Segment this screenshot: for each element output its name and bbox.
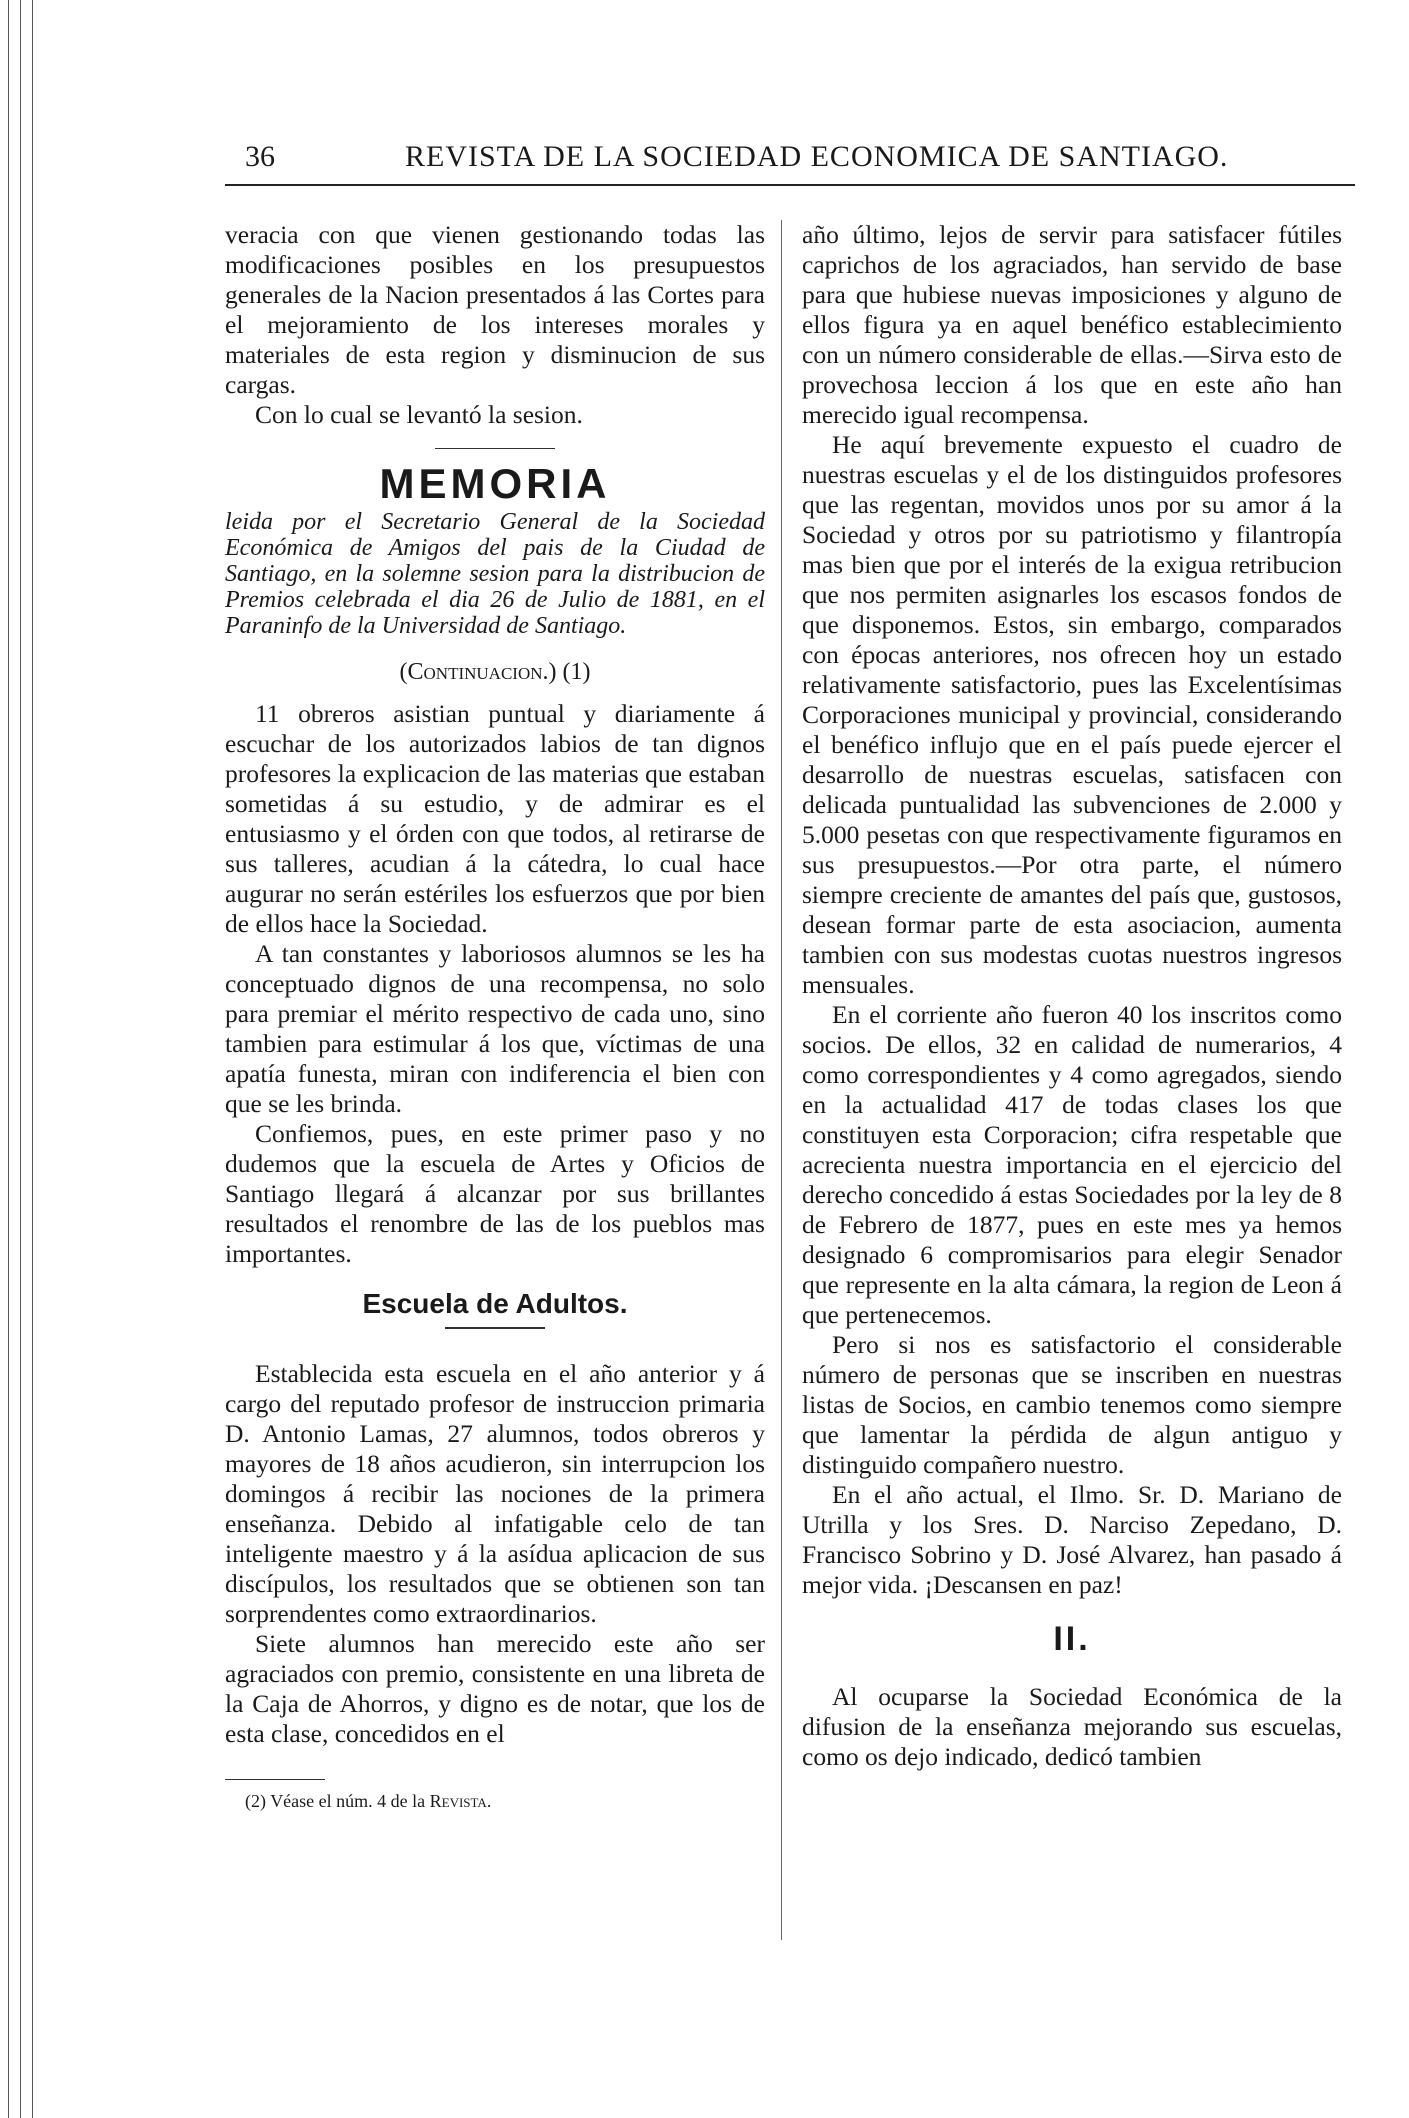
memoria-title: MEMORIA <box>379 460 611 507</box>
section-heading-ii: II. <box>1053 1620 1091 1658</box>
binding-line <box>20 0 21 2118</box>
paragraph: Con lo cual se levantó la sesion. <box>255 400 583 429</box>
paragraph: Establecida esta escuela en el año anterior y á cargo del reputado profesor de instruccion primaria D. Antonio Lamas, 27 alumnos, todos obreros y mayores de 18 años acudieron, sin interrupcion los domingos á recibir las nociones de la primera enseñanza. Debido al infatigable celo de tan inteligente maestro y á la asídua aplicacion de sus discípulos, los resultados que se obtienen son tan sorprendentes como extraordinarios. <box>225 1359 765 1628</box>
memoria-subtitle: leida por el Secretario General de la Sociedad Económica de Amigos del pais de la Ciudad de Santiago, en la solemne sesion para la distribucion de Premios celebrada el dia 26 de Julio de 1881, en el Paraninfo de la Universidad de Santiago. <box>225 509 765 639</box>
continuacion-label: (Continuacion.) <box>399 659 557 685</box>
paragraph: En el corriente año fueron 40 los inscritos como socios. De ellos, 32 en calidad de numerarios, 4 como correspondientes y 4 como agregados, siendo en la actualidad 417 de todas clases los que constituyen esta Corporacion; cifra respetable que acrecienta nuestra importancia en el ejercicio del derecho concedido á estas Sociedades por la ley de 8 de Febrero de 1877, pues en este mes ya hemos designado 6 compromisarios para elegir Senador que represente en la alta cámara, la region de Leon á que pertenecemos. <box>802 1000 1342 1329</box>
page-header <box>225 140 1355 186</box>
journal-page <box>225 140 1355 1811</box>
column-divider <box>781 220 782 1940</box>
paragraph: En el año actual, el Ilmo. Sr. D. Mariano de Utrilla y los Sres. D. Narciso Zepedano, D. Francisco Sobrino y D. José Alvarez, han pasado á mejor vida. ¡Descansen en paz! <box>802 1480 1342 1599</box>
paragraph: veracia con que vienen gestionando todas las modificaciones posibles en los presupuestos generales de la Nacion presentados á las Cortes para el mejoramiento de los intereses morales y materiales de esta region y disminucion de sus cargas. <box>225 220 765 399</box>
paragraph: Al ocuparse la Sociedad Económica de la difusion de la enseñanza mejorando sus escuelas, como os dejo indicado, dedicó tambien <box>802 1682 1342 1771</box>
escuela-adultos-heading: Escuela de Adultos. <box>362 1288 628 1319</box>
right-column <box>802 220 1342 1772</box>
binding-line <box>32 0 33 2118</box>
paragraph: 11 obreros asistian puntual y diariamente á escuchar de los autorizados labios de tan dignos profesores la explicacion de las materias que estaban sometidas á su estudio, y de admirar es el entusiasmo y el órden con que todos, al retirarse de sus talleres, acudian á la cátedra, lo cual hace augurar no serán estériles los esfuerzos que por bien de ellos hace la Sociedad. <box>225 699 765 938</box>
binding-line <box>8 0 9 2118</box>
footnote-rule <box>225 1779 325 1780</box>
footnote-text: Véase el núm. 4 de la <box>270 1791 426 1811</box>
footnote-revista: Revista. <box>429 1791 492 1811</box>
page-binding-edge <box>0 0 40 2118</box>
running-title: REVISTA DE LA SOCIEDAD ECONOMICA DE SANTIAGO. <box>405 140 1229 173</box>
paragraph: Confiemos, pues, en este primer paso y no dudemos que la escuela de Artes y Oficios de Santiago llegará á alcanzar por sus brillantes resultados el renombre de las de los pueblos mas importantes. <box>225 1119 765 1268</box>
page-number: 36 <box>245 140 275 173</box>
paragraph: Siete alumnos han merecido este año ser agraciados con premio, consistente en una libreta de la Caja de Ahorros, y digno es de notar, que los de esta clase, concedidos en el <box>225 1629 765 1748</box>
paragraph: año último, lejos de servir para satisfacer fútiles caprichos de los agraciados, han servido de base para que hubiese nuevas imposiciones y alguno de ellos figura ya en aquel benéfico establecimiento con un número considerable de ellas.—Sirva esto de provechosa leccion á los que en este año han merecido igual recompensa. <box>802 220 1342 429</box>
paragraph: A tan constantes y laboriosos alumnos se les ha conceptuado dignos de una recompensa, no solo para premiar el mérito respectivo de cada uno, sino tambien para estimular á los que, víctimas de una apatía funesta, miran con indiferencia el bien con que se les brinda. <box>225 939 765 1118</box>
paragraph: He aquí brevemente expuesto el cuadro de nuestras escuelas y el de los distinguidos profesores que las regentan, movidos unos por su amor á la Sociedad y otros por su patriotismo y filantropía mas bien que por el interés de la exigua retribucion que nos permiten asignarles los escasos fondos de que disponemos. Estos, sin embargo, comparados con épocas anteriores, nos ofrecen hoy un estado relativamente satisfactorio, pues las Excelentísimas Corporaciones municipal y provincial, considerando el benéfico influjo que en el país puede ejercer el desarrollo de nuestras escuelas, satisfacen con delicada puntualidad las subvenciones de 2.000 y 5.000 pesetas con que respectivamente figuramos en sus presupuestos.—Por otra parte, el número siempre creciente de amantes del país que, gustosos, desean formar parte de esta asociacion, aumenta tambien con sus modestas cuotas nuestros ingresos mensuales. <box>802 430 1342 999</box>
left-column <box>225 220 765 1812</box>
heading-rule <box>445 1327 545 1329</box>
footnote-ref: (1) <box>562 659 591 685</box>
footnote-mark: (2) <box>245 1791 266 1811</box>
section-rule <box>435 448 555 449</box>
paragraph: Pero si nos es satisfactorio el considerable número de personas que se inscriben en nuestras listas de Socios, en cambio tenemos como siempre que lamentar la pérdida de algun antiguo y distinguido compañero nuestro. <box>802 1330 1342 1479</box>
footnote <box>225 1790 765 1812</box>
continuation-note <box>225 657 765 687</box>
